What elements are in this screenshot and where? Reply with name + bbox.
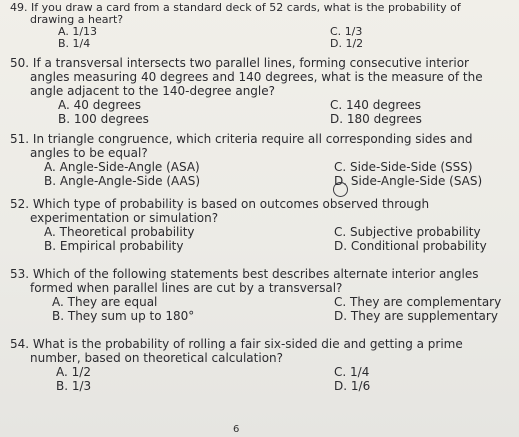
option-d[interactable]: D. 180 degrees bbox=[330, 112, 422, 126]
answer-options bbox=[0, 26, 519, 50]
question-number: 52. bbox=[10, 197, 30, 211]
question-stem bbox=[0, 132, 519, 160]
question-number: 50. bbox=[10, 56, 30, 70]
question-stem bbox=[0, 56, 519, 98]
question-54 bbox=[0, 337, 519, 393]
option-b[interactable]: B. 1/3 bbox=[56, 379, 92, 393]
option-c[interactable]: C. They are complementary bbox=[334, 295, 502, 309]
question-text: Which of the following statements best describes alternate interior angles formed when parallel lines are cut by a transversal? bbox=[30, 267, 479, 295]
answer-options bbox=[0, 295, 519, 323]
option-c[interactable]: C. 140 degrees bbox=[330, 98, 422, 112]
question-text: Which type of probability is based on outcomes observed through experimentation or simulation? bbox=[30, 197, 430, 225]
option-a[interactable]: A. 1/2 bbox=[56, 365, 91, 379]
option-a[interactable]: A. They are equal bbox=[52, 295, 158, 309]
page-number: 6 bbox=[233, 424, 240, 435]
option-d[interactable]: D. Side-Angle-Side (SAS) bbox=[334, 174, 483, 188]
option-b[interactable]: B. Angle-Angle-Side (AAS) bbox=[44, 174, 201, 188]
question-number: 53. bbox=[10, 267, 30, 281]
question-52 bbox=[0, 197, 519, 253]
option-c[interactable]: C. Side-Side-Side (SSS) bbox=[334, 160, 473, 174]
option-c[interactable]: C. Subjective probability bbox=[334, 225, 481, 239]
question-stem bbox=[0, 197, 519, 225]
option-b[interactable]: B. They sum up to 180° bbox=[52, 309, 195, 323]
question-number: 51. bbox=[10, 132, 30, 146]
option-a[interactable]: A. 1/13 bbox=[58, 25, 98, 38]
question-number: 49. bbox=[10, 1, 28, 14]
question-text: If a transversal intersects two parallel lines, forming consecutive interior angles measuring 40 degrees and 140 degrees, what is the measure of the angle adjacent to the 140-degree angle? bbox=[30, 56, 483, 98]
answer-options bbox=[0, 365, 519, 393]
option-c[interactable]: C. 1/3 bbox=[330, 25, 363, 38]
question-51 bbox=[0, 132, 519, 188]
question-stem bbox=[0, 2, 519, 26]
question-text: If you draw a card from a standard deck of 52 cards, what is the probability of drawing a heart? bbox=[30, 1, 461, 26]
handwritten-circle-mark bbox=[333, 182, 348, 197]
answer-options bbox=[0, 160, 519, 188]
option-d[interactable]: D. 1/2 bbox=[330, 37, 364, 50]
option-b[interactable]: B. Empirical probability bbox=[44, 239, 184, 253]
question-49 bbox=[0, 2, 519, 50]
option-d[interactable]: D. They are supplementary bbox=[334, 309, 498, 323]
option-a[interactable]: A. 40 degrees bbox=[58, 98, 142, 112]
option-c[interactable]: C. 1/4 bbox=[334, 365, 370, 379]
option-a[interactable]: A. Theoretical probability bbox=[44, 225, 195, 239]
question-text: What is the probability of rolling a fair six-sided die and getting a prime number, based on theoretical calculation? bbox=[30, 337, 463, 365]
question-stem bbox=[0, 267, 519, 295]
question-number: 54. bbox=[10, 337, 30, 351]
answer-options bbox=[0, 98, 519, 126]
question-text: In triangle congruence, which criteria require all corresponding sides and angles to be equal? bbox=[30, 132, 473, 160]
option-b[interactable]: B. 100 degrees bbox=[58, 112, 149, 126]
answer-options bbox=[0, 225, 519, 253]
question-53 bbox=[0, 267, 519, 323]
option-b[interactable]: B. 1/4 bbox=[58, 37, 91, 50]
option-a[interactable]: A. Angle-Side-Angle (ASA) bbox=[44, 160, 200, 174]
question-50 bbox=[0, 56, 519, 126]
question-stem bbox=[0, 337, 519, 365]
option-d[interactable]: D. 1/6 bbox=[334, 379, 371, 393]
option-d[interactable]: D. Conditional probability bbox=[334, 239, 487, 253]
